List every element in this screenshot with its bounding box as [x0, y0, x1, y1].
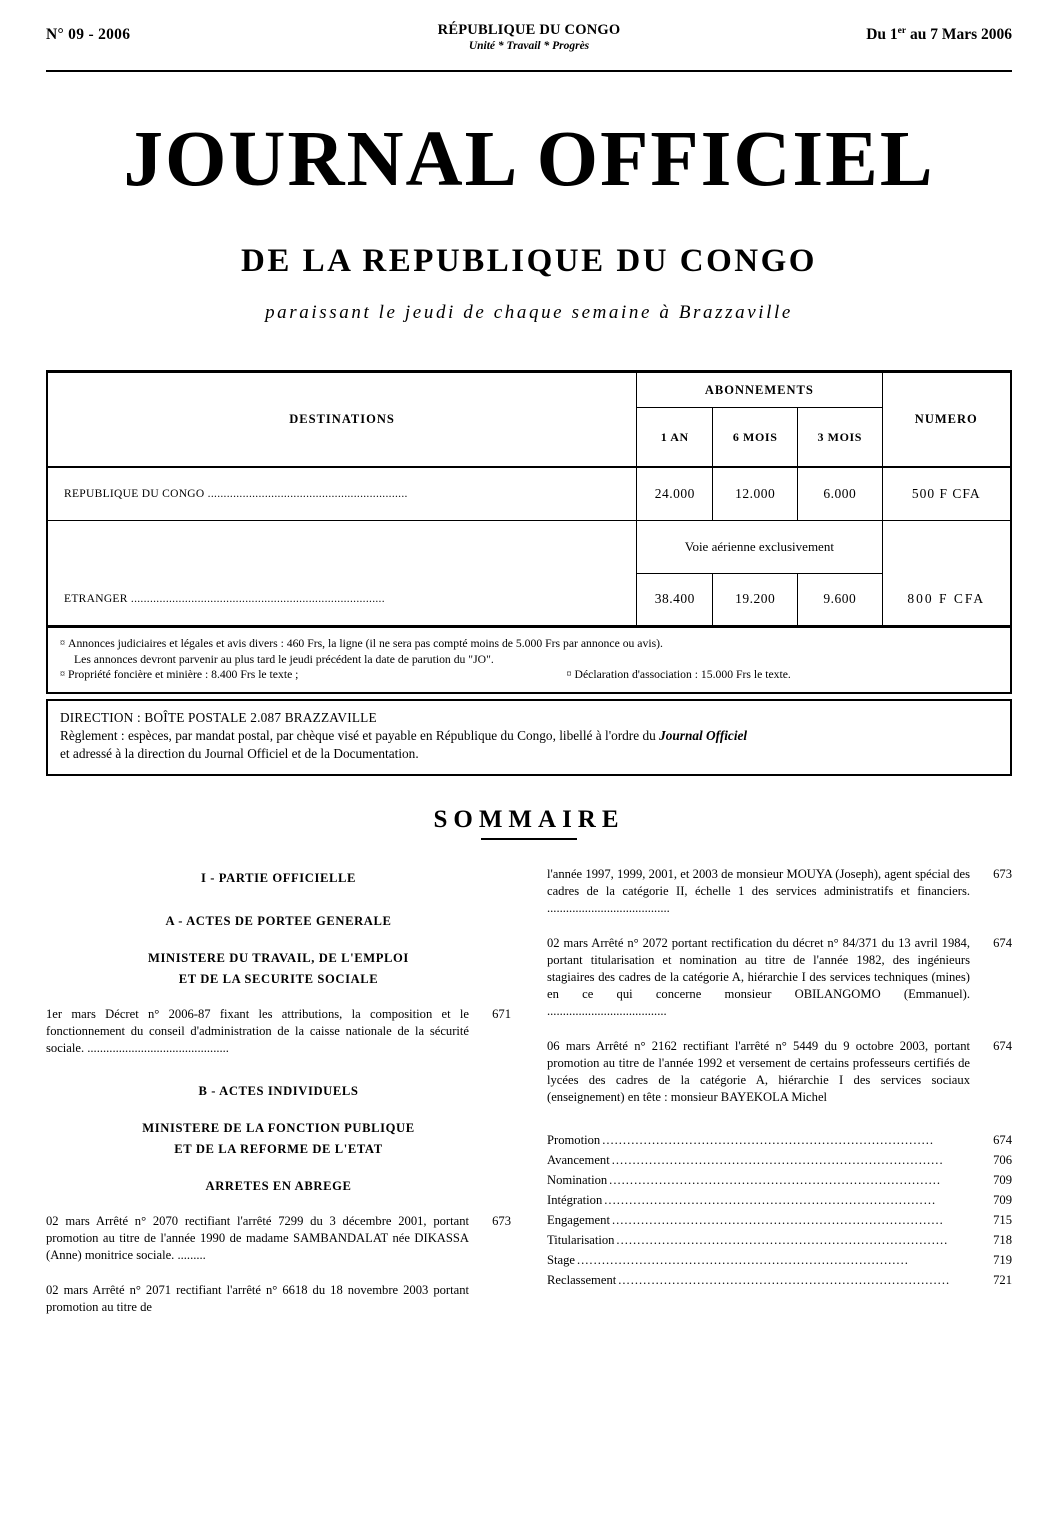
toc-entry-page: 673	[492, 1213, 511, 1228]
list-item-label: Avancement	[547, 1152, 610, 1167]
sommaire-heading: SOMMAIRE	[433, 805, 625, 833]
notice-text-1: Annonces judiciaires et légales et avis divers : 460 Frs, la ligne (il ne sera pas compté moins de 5.000 Frs par annonce ou avis).	[68, 637, 663, 650]
toc-entry-text: 02 mars Arrêté n° 2071 rectifiant l'arrêté n° 6618 du 18 novembre 2003 portant promotion au titre de	[46, 1282, 469, 1314]
heading-ministry-b-line1: MINISTERE DE LA FONCTION PUBLIQUE	[142, 1120, 415, 1135]
dot-leader: ................................................................................	[611, 1212, 944, 1227]
page-subtitle: DE LA REPUBLIQUE DU CONGO	[241, 243, 817, 279]
congo-6mois: 12.000	[713, 467, 798, 521]
notices-box	[46, 628, 1012, 694]
toc-simple-list	[547, 1132, 1012, 1289]
notice-line-4	[567, 667, 791, 683]
etranger-6mois: 19.200	[713, 573, 798, 626]
list-item-page: 721	[993, 1272, 1012, 1287]
table-header-row	[48, 373, 1010, 408]
notice-text-4: Déclaration d'association : 15.000 Frs le texte.	[574, 668, 791, 682]
toc-entry[interactable]	[46, 1006, 511, 1057]
square-bullet-icon: ¤	[60, 638, 65, 649]
heading-section-b: B - ACTES INDIVIDUELS	[198, 1083, 359, 1098]
col-header-destinations: DESTINATIONS	[48, 373, 637, 468]
list-item-page: 674	[993, 1132, 1012, 1147]
list-item-label: Titularisation	[547, 1232, 615, 1247]
subscription-table	[48, 372, 1010, 626]
list-item-label: Stage	[547, 1252, 575, 1267]
row-destination-congo: REPUBLIQUE DU CONGO ...............................................................	[48, 467, 637, 521]
notice-line-3-row	[60, 667, 998, 683]
toc-entry[interactable]	[547, 866, 1012, 917]
sommaire-columns	[46, 866, 1012, 1316]
direction-box	[46, 699, 1012, 776]
direction-payment-text: Règlement : espèces, par mandat postal, par chèque visé et payable en République du Congo, libellé à l'ordre du	[60, 728, 660, 744]
congo-numero: 500 F CFA	[882, 467, 1010, 521]
toc-entry-text: l'année 1997, 1999, 2001, et 2003 de monsieur MOUYA (Joseph), agent spécial des cadres de la catégorie II, échelle 1 des services administratifs et financiers. .......................................	[547, 866, 970, 915]
list-item-label: Reclassement	[547, 1272, 617, 1287]
heading-arretes-en-abrege: ARRETES EN ABREGE	[205, 1178, 352, 1193]
toc-entry-page	[477, 1282, 511, 1316]
notice-text-3: Propriété foncière et minière : 8.400 Frs le texte ;	[68, 668, 299, 682]
col-header-3mois: 3 MOIS	[797, 408, 882, 468]
sommaire-right-column	[547, 866, 1012, 1316]
heading-ministry-a-line2: ET DE LA SECURITE SOCIALE	[178, 971, 379, 986]
sommaire-left-column	[46, 866, 511, 1316]
dot-leader: ................................................................................	[616, 1232, 949, 1247]
table-row	[48, 467, 1010, 521]
list-item[interactable]	[547, 1152, 1012, 1169]
square-bullet-icon-2: ¤	[60, 669, 65, 681]
dot-leader: ................................................................................	[618, 1272, 951, 1287]
col-header-1an: 1 AN	[637, 408, 713, 468]
page-title: JOURNAL OFFICIEL	[123, 116, 935, 203]
heading-partie-officielle: I - PARTIE OFFICIELLE	[200, 870, 357, 885]
heading-section-a: A - ACTES DE PORTEE GENERALE	[165, 913, 392, 928]
date-prefix: Du 1	[866, 26, 898, 44]
list-item-label: Engagement	[547, 1212, 610, 1227]
heading-ministry-b-line2: ET DE LA REFORME DE L'ETAT	[174, 1141, 383, 1156]
notice-line-3	[60, 667, 567, 683]
journal-officiel-emphasis: Journal Officiel	[659, 728, 748, 744]
list-item[interactable]	[547, 1232, 1012, 1249]
date-sup: er	[897, 26, 907, 36]
list-item-label: Nomination	[547, 1172, 608, 1187]
toc-entry-text: 1er mars Décret n° 2006-87 fixant les attributions, la composition et le fonctionnement du conseil d'administration de la caisse nationale de la sécurité sociale. .............................................	[46, 1006, 469, 1055]
toc-entry-text: 02 mars Arrêté n° 2072 portant rectification du décret n° 84/371 du 13 avril 1984, portant titularisation et nomination au titre de l'année 1982, des ingénieurs stagiaires des cadres de la catégorie A, hiérarchie I des services techniques (mines) en ce qui concerne monsieur OBILANGOMO (Emmanuel). ......................................	[547, 935, 970, 1018]
list-item[interactable]	[547, 1252, 1012, 1269]
toc-entry-page: 674	[993, 1038, 1012, 1053]
subscription-table-wrapper	[46, 370, 1012, 628]
toc-entry[interactable]	[46, 1282, 511, 1316]
spacer-cell	[48, 521, 637, 574]
dot-leader: ................................................................................	[576, 1252, 909, 1267]
country-name: RÉPUBLIQUE DU CONGO	[437, 22, 621, 38]
etranger-1an: 38.400	[637, 573, 713, 626]
issue-number: N° 09 - 2006	[46, 26, 131, 43]
issue-dates	[866, 26, 1012, 44]
etranger-3mois: 9.600	[797, 573, 882, 626]
table-row	[48, 573, 1010, 626]
list-item-page: 706	[993, 1152, 1012, 1167]
direction-payment	[60, 727, 998, 745]
sommaire-underline	[481, 838, 577, 840]
col-header-abonnements: ABONNEMENTS	[637, 373, 882, 408]
list-item[interactable]	[547, 1132, 1012, 1149]
list-item-page: 718	[993, 1232, 1012, 1247]
spacer-cell-2	[882, 521, 1010, 574]
toc-entry-text: 02 mars Arrêté n° 2070 rectifiant l'arrêté 7299 du 3 décembre 2001, portant promotion au titre de l'année 1990 de madame SAMBANDALAT née DIKASSA (Anne) monitrice sociale. .........	[46, 1213, 469, 1262]
dot-leader: ................................................................................	[611, 1152, 944, 1167]
notice-line-2: Les annonces devront parvenir au plus tard le jeudi précédent la date de parution du "JO".	[74, 652, 494, 666]
masthead-topbar	[46, 22, 1012, 64]
list-item-page: 709	[993, 1172, 1012, 1187]
congo-1an: 24.000	[637, 467, 713, 521]
dot-leader: ................................................................................	[604, 1192, 937, 1207]
journal-page	[0, 22, 1058, 1519]
list-item-page: 715	[993, 1212, 1012, 1227]
masthead-divider	[46, 70, 1012, 72]
congo-3mois: 6.000	[797, 467, 882, 521]
air-mail-note: Voie aérienne exclusivement	[637, 521, 882, 574]
list-item-label: Intégration	[547, 1192, 603, 1207]
dot-leader: ................................................................................	[602, 1132, 935, 1147]
list-item-page: 709	[993, 1192, 1012, 1207]
dot-leader: ................................................................................	[609, 1172, 942, 1187]
list-item-label: Promotion	[547, 1132, 601, 1147]
square-bullet-icon-3: ¤	[566, 669, 572, 681]
table-row-air-note	[48, 521, 1010, 574]
page-tagline: paraissant le jeudi de chaque semaine à Brazzaville	[265, 302, 793, 323]
country-motto: Unité * Travail * Progrès	[468, 40, 590, 52]
toc-entry-text: 06 mars Arrêté n° 2162 rectifiant l'arrêté n° 5449 du 9 octobre 2003, portant promotion au titre de l'année 1992 et versement de certains professeurs certifiés de lycées des cadres de la catégorie A, hiérarchie I des services sociaux (enseignement) en tête : monsieur BAYEKOLA Michel	[547, 1038, 970, 1104]
heading-ministry-a-line1: MINISTERE DU TRAVAIL, DE L'EMPLOI	[148, 950, 409, 965]
col-header-6mois: 6 MOIS	[713, 408, 798, 468]
list-item[interactable]	[547, 1272, 1012, 1289]
toc-entry[interactable]	[547, 935, 1012, 1020]
toc-entry[interactable]	[547, 1038, 1012, 1106]
toc-entry[interactable]	[46, 1213, 511, 1264]
list-item[interactable]	[547, 1192, 1012, 1209]
date-suffix: au 7 Mars 2006	[906, 26, 1012, 44]
toc-entry-page: 671	[492, 1006, 511, 1021]
direction-mailing: et adressé à la direction du Journal Officiel et de la Documentation.	[60, 746, 419, 762]
list-item[interactable]	[547, 1212, 1012, 1229]
toc-entry-page: 673	[993, 866, 1012, 881]
list-item-page: 719	[993, 1252, 1012, 1267]
direction-address: DIRECTION : BOÎTE POSTALE 2.087 BRAZZAVILLE	[60, 709, 377, 725]
list-item[interactable]	[547, 1172, 1012, 1189]
row-destination-etranger: ETRANGER ................................................................................	[48, 573, 637, 626]
notice-line-1	[60, 636, 998, 652]
col-header-numero: NUMERO	[882, 373, 1010, 468]
etranger-numero: 800 F CFA	[882, 573, 1010, 626]
toc-entry-page: 674	[993, 935, 1012, 950]
